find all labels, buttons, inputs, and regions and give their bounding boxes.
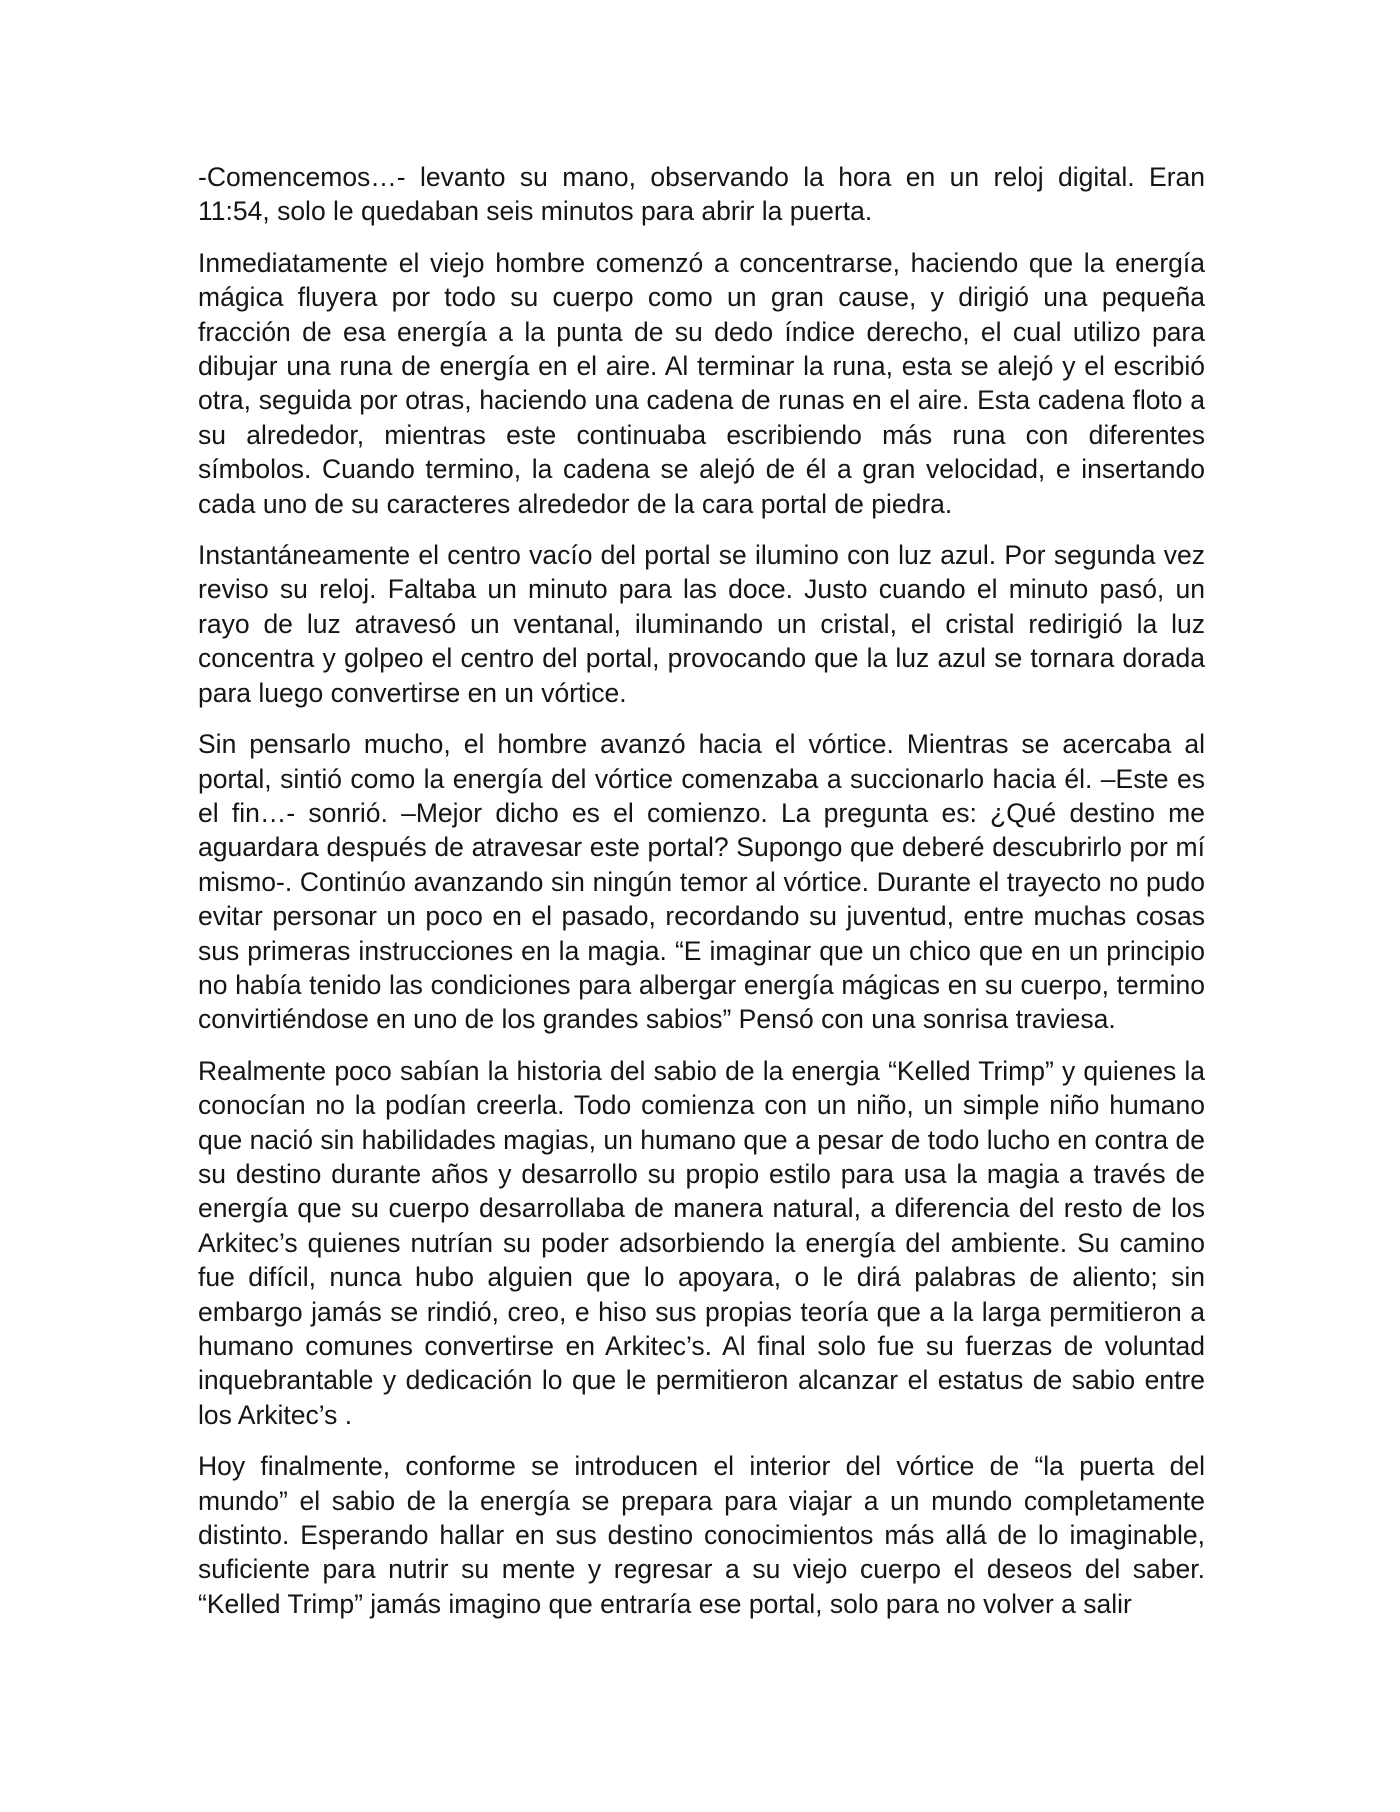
- document-page: [198, 160, 1205, 1638]
- paragraph-3: Instantáneamente el centro vacío del portal se ilumino con luz azul. Por segunda vez reviso su reloj. Faltaba un minuto para las doce. Justo cuando el minuto pasó, un rayo de luz atravesó un ventanal, iluminando un cristal, el cristal redirigió la luz concentra y golpeo el centro del portal, provocando que la luz azul se tornara dorada para luego convertirse en un vórtice.: [198, 540, 1205, 708]
- paragraph-1: -Comencemos…- levanto su mano, observando la hora en un reloj digital. Eran 11:54, solo le quedaban seis minutos para abrir la puerta.: [198, 162, 1205, 227]
- paragraph-6: Hoy finalmente, conforme se introducen el interior del vórtice de “la puerta del mundo” el sabio de la energía se prepara para viajar a un mundo completamente distinto. Esperando hallar en sus destino conocimientos más allá de lo imaginable, suficiente para nutrir su mente y regresar a su viejo cuerpo el deseos del saber. “Kelled Trimp” jamás imagino que entraría ese portal, solo para no volver a salir: [198, 1451, 1205, 1619]
- paragraph-2: Inmediatamente el viejo hombre comenzó a concentrarse, haciendo que la energía mágica fluyera por todo su cuerpo como un gran cause, y dirigió una pequeña fracción de esa energía a la punta de su dedo índice derecho, el cual utilizo para dibujar una runa de energía en el aire. Al terminar la runa, esta se alejó y el escribió otra, seguida por otras, haciendo una cadena de runas en el aire. Esta cadena floto a su alrededor, mientras este continuaba escribiendo más runa con diferentes símbolos. Cuando termino, la cadena se alejó de él a gran velocidad, e insertando cada uno de su caracteres alrededor de la cara portal de piedra.: [198, 247, 1205, 519]
- paragraph-5: Realmente poco sabían la historia del sabio de la energia “Kelled Trimp” y quienes la conocían no la podían creerla. Todo comienza con un niño, un simple niño humano que nació sin habilidades magias, un humano que a pesar de todo lucho en contra de su destino durante años y desarrollo su propio estilo para usa la magia a través de energía que su cuerpo desarrollaba de manera natural, a diferencia del resto de los Arkitec’s quienes nutrían su poder adsorbiendo la energía del ambiente. Su camino fue difícil, nunca hubo alguien que lo apoyara, o le dirá palabras de aliento; sin embargo jamás se rindió, creo, e hiso sus propias teoría que a la larga permitieron a humano comunes convertirse en Arkitec’s. Al final solo fue su fuerzas de voluntad inquebrantable y dedicación lo que le permitieron alcanzar el estatus de sabio entre los Arkitec’s .: [198, 1055, 1205, 1430]
- paragraph-4: Sin pensarlo mucho, el hombre avanzó hacia el vórtice. Mientras se acercaba al portal, sintió como la energía del vórtice comenzaba a succionarlo hacia él. –Este es el fin…- sonrió. –Mejor dicho es el comienzo. La pregunta es: ¿Qué destino me aguardara después de atravesar este portal? Supongo que deberé descubrirlo por mí mismo-. Continúo avanzando sin ningún temor al vórtice. Durante el trayecto no pudo evitar personar un poco en el pasado, recordando su juventud, entre muchas cosas sus primeras instrucciones en la magia. “E imaginar que un chico que en un principio no había tenido las condiciones para albergar energía mágicas en su cuerpo, termino convirtiéndose en uno de los grandes sabios” Pensó con una sonrisa traviesa.: [198, 729, 1205, 1035]
